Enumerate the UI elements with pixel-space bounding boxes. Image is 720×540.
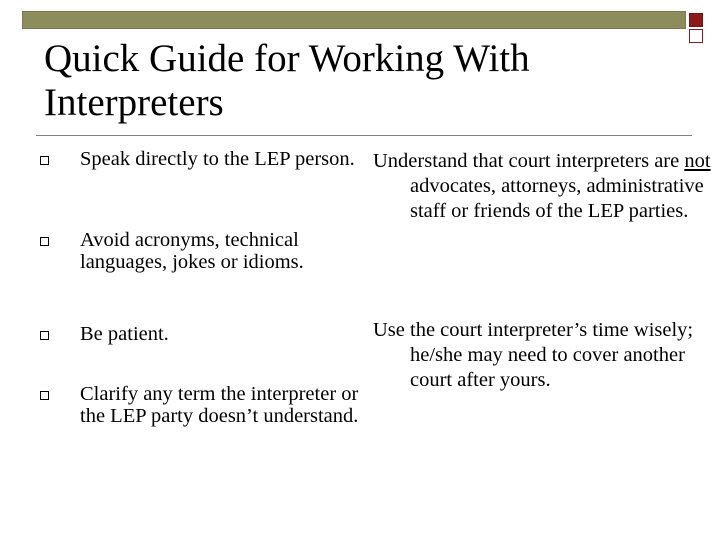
title-divider	[36, 135, 692, 136]
title-line-1: Quick Guide for Working With	[44, 37, 530, 80]
slide-title	[44, 37, 664, 125]
bullet-text: Avoid acronyms, technical languages, jokes or idioms.	[80, 229, 304, 273]
emphasis-not: not	[684, 150, 711, 172]
corner-square-outline	[689, 29, 703, 43]
bullet-text: Speak directly to the LEP person.	[80, 148, 355, 170]
title-line-2: Interpreters	[44, 81, 224, 124]
right-paragraph-advocates	[373, 149, 720, 224]
top-decorative-bar	[22, 11, 686, 29]
bullet-text: Clarify any term the interpreter or the LEP party doesn’t understand.	[80, 383, 359, 427]
paragraph-text: Use the court interpreter’s time wisely; he/she may need to cover another court after yours.	[373, 319, 694, 391]
paragraph-text-after: advocates, attorneys, administrative staff or friends of the LEP parties.	[410, 175, 704, 222]
paragraph-text-before: Understand that court interpreters are	[373, 150, 685, 172]
corner-square-filled	[689, 13, 703, 27]
right-paragraph-time-wisely	[373, 318, 720, 393]
square-bullet-icon	[40, 237, 49, 246]
square-bullet-icon	[40, 331, 49, 340]
square-bullet-icon	[40, 156, 49, 165]
square-bullet-icon	[40, 391, 49, 400]
bullet-text: Be patient.	[80, 323, 169, 345]
